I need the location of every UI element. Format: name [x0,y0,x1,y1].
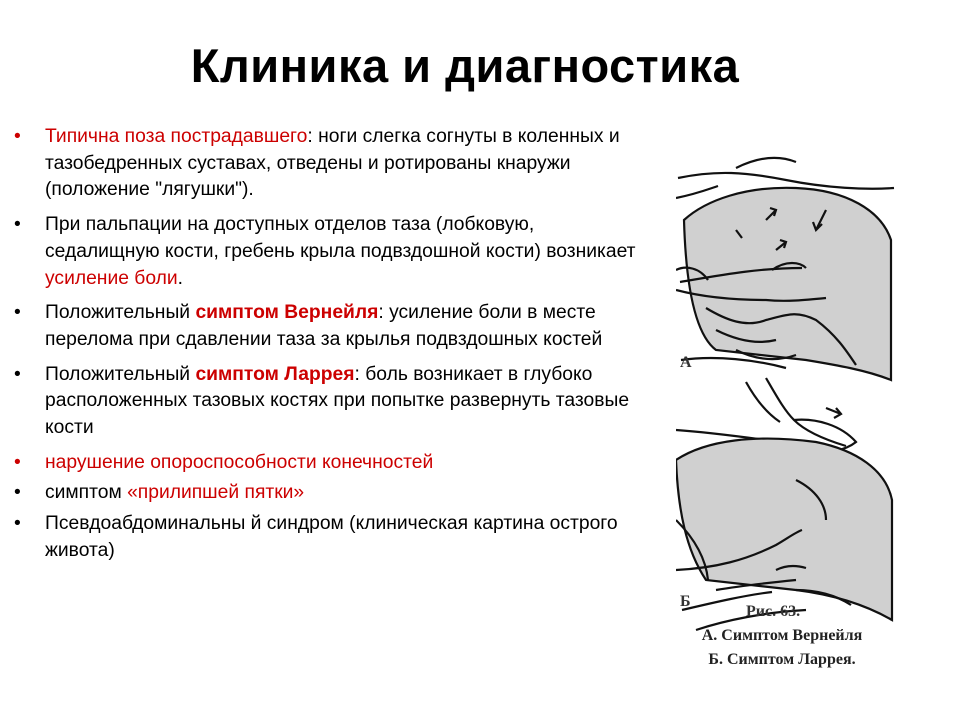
bullet-list [14,124,654,573]
bullet-dot: • [14,451,21,473]
bullet-dot: • [14,482,21,504]
bullet-dot: • [14,363,21,385]
caption-b: Б. Симптом Ларрея. [708,651,856,668]
bullet-item [14,362,654,442]
bullet-text-part: : усиление боли в месте перелома при сдавлении таза за крылья подвздошных костей [45,302,603,350]
bullet-text-part: . [177,267,184,289]
bullet-text-part: Псевдоабдоминальны й синдром (клиническая картина острого живота) [45,513,618,561]
bullet-item [14,450,654,477]
bullet-text-part: : боль возникает в глубоко расположенных тазовых костях при попытке развернуть тазовые кости [45,363,630,439]
bullet-text-part: Положительный [45,302,196,324]
figure-label-b: Б [680,593,691,610]
bullet-item [14,212,654,292]
bullet-dot: • [14,302,21,324]
caption-a: А. Симптом Вернейля [701,627,863,644]
bullet-text-part: Типична поза пострадавшего [45,126,308,147]
bullet-dot: • [14,126,21,147]
figure-caption [672,624,892,672]
bullet-text-part: симптом Вернейля [195,302,379,324]
bullet-dot: • [14,214,21,236]
slide-title: Клиника и диагностика [190,39,740,92]
bullet-text-part: : ноги слегка согнуты в коленных и тазобедренных суставах, отведены и ротированы кнаружи (положение "лягушки"). [45,126,620,201]
bullet-text-part: При пальпации на доступных отделов таза (лобковую, седалищную кости, гребень крыла подвздошной кости) возникает [45,214,636,262]
bullet-text-part: усиление боли [45,267,178,289]
bullet-item [14,480,654,507]
bullet-text-part: Положительный [45,363,196,385]
figure-panel-b [676,378,892,630]
figure-panel-a [676,158,894,380]
figure-number: Рис. 63. [746,603,801,620]
bullet-text-part: симптом [45,482,128,504]
pelvis-illustration [676,150,896,690]
bullet-text-part: нарушение опороспособности конечностей [45,451,434,473]
bullet-dot: • [14,513,21,535]
bullet-item [14,511,654,564]
bullet-item [14,300,654,353]
figure-label-a: А [680,354,692,371]
bullet-text-part: «прилипшей пятки» [127,482,305,504]
bullet-item [14,124,654,204]
bullet-text-part: симптом Ларрея [195,363,355,385]
